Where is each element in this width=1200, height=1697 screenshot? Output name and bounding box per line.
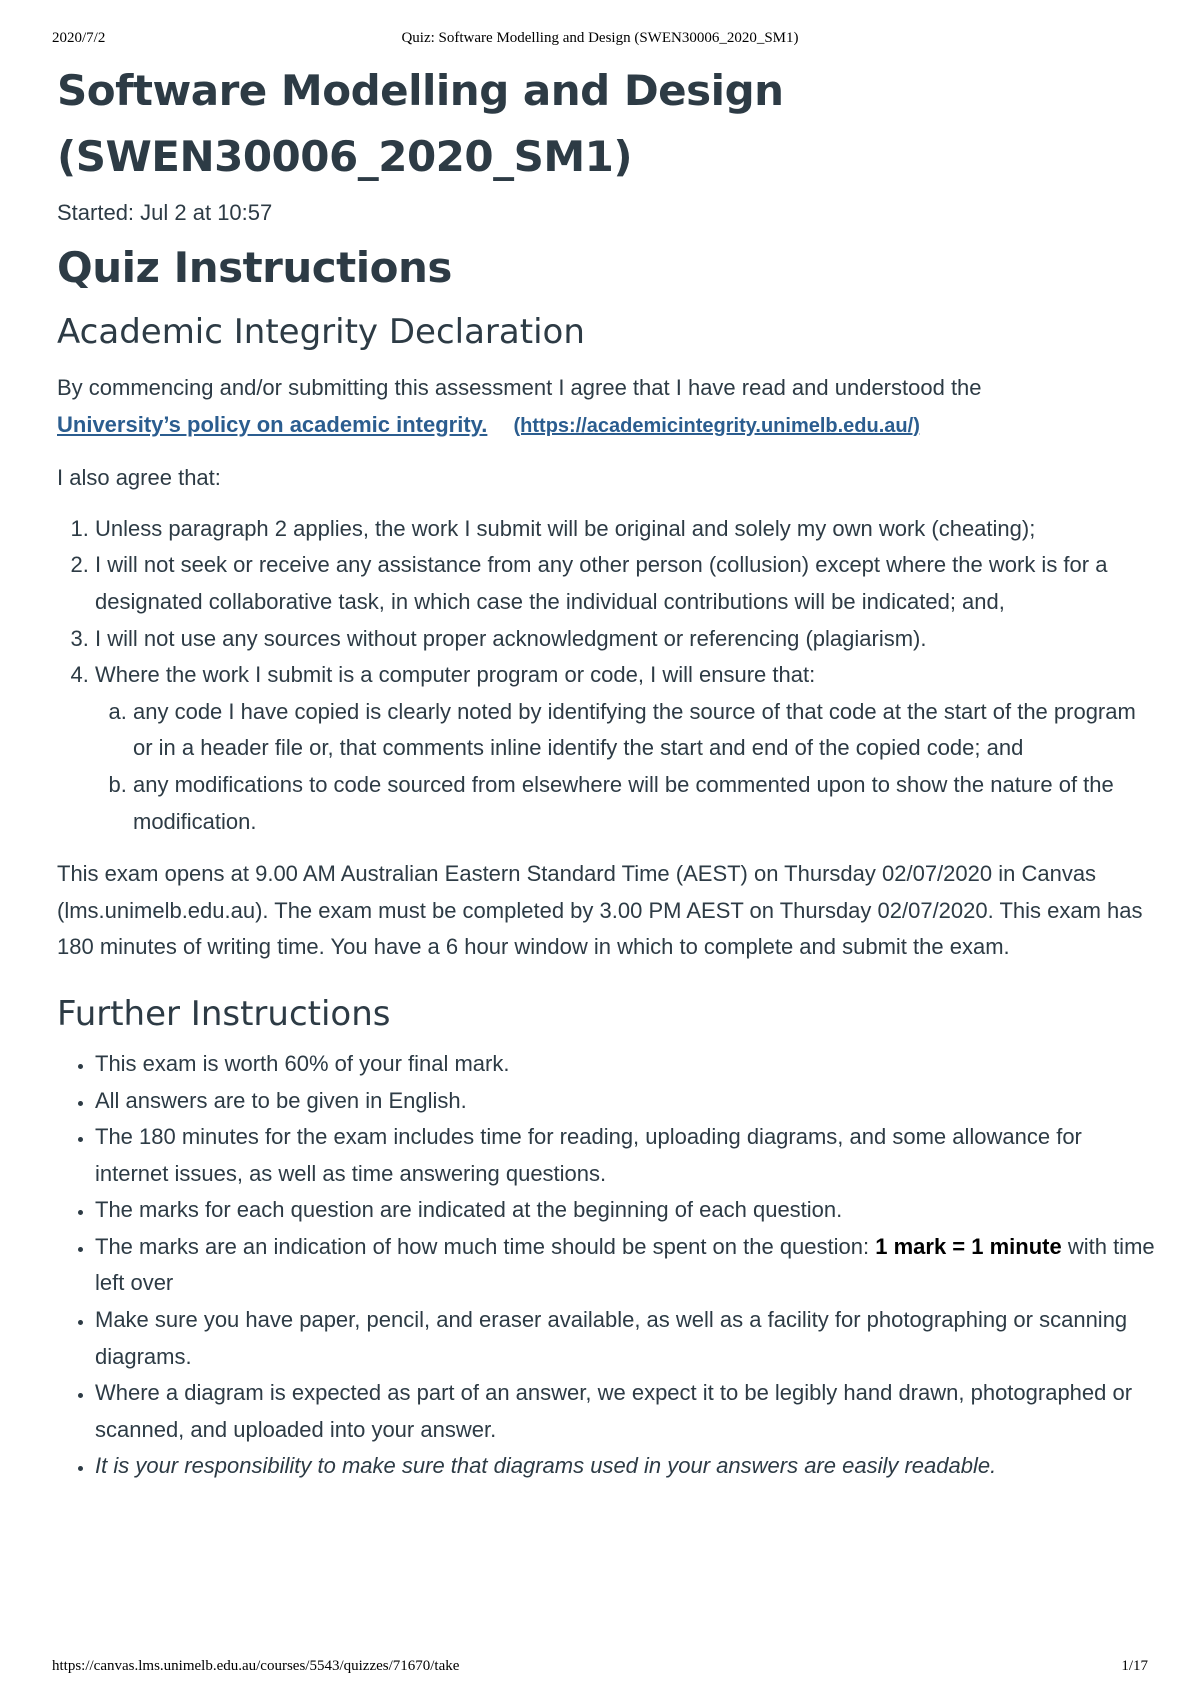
started-time: Started: Jul 2 at 10:57 [57, 200, 273, 225]
course-title-line2: (SWEN30006_2020_SM1) [57, 132, 633, 181]
policy-url-link[interactable]: (https://academicintegrity.unimelb.edu.au/) [513, 414, 920, 437]
code-subitem-b: b. any modifications to code sourced from elsewhere will be commented upon to show the nature of the modification. [133, 767, 1157, 840]
academic-integrity-heading: Academic Integrity Declaration [57, 312, 585, 352]
instruction-item: • This exam is worth 60% of your final mark. [95, 1046, 1157, 1083]
agreement-item-4 [95, 657, 1157, 840]
page-number: 1/17 [1121, 1658, 1148, 1674]
print-header [52, 30, 1148, 50]
instruction-item: • Make sure you have paper, pencil, and eraser available, as well as a facility for photographing or scanning diagrams. [95, 1302, 1157, 1375]
instruction-item-italic: • It is your responsibility to make sure that diagrams used in your answers are easily readable. [95, 1448, 1157, 1485]
agreement-item-1: 1. Unless paragraph 2 applies, the work I submit will be original and solely my own work (cheating); [95, 511, 1157, 548]
instruction-item-marks [95, 1229, 1157, 1302]
integrity-intro [57, 370, 1157, 444]
agreement-item-3: 3. I will not use any sources without proper acknowledgment or referencing (plagiarism). [95, 621, 1157, 658]
marks-suffix: with time left over [95, 1233, 1155, 1296]
further-instructions-list [57, 1046, 1157, 1485]
instruction-item: • The marks for each question are indicated at the beginning of each question. [95, 1192, 1157, 1229]
print-url: https://canvas.lms.unimelb.edu.au/courses/5543/quizzes/71670/take [52, 1658, 460, 1674]
agreement-item-2: 2. I will not seek or receive any assistance from any other person (collusion) except where the work is for a designated collaborative task, in which case the individual contributions will be indicated; and, [95, 547, 1157, 620]
further-instructions-heading: Further Instructions [57, 993, 391, 1034]
agreement-item-4-text: Where the work I submit is a computer program or code, I will ensure that: [95, 662, 816, 688]
marks-prefix: The marks are an indication of how much time should be spent on the question: [95, 1233, 876, 1259]
marks-ratio: 1 mark = 1 minute [875, 1233, 1062, 1259]
instruction-item: • Where a diagram is expected as part of an answer, we expect it to be legibly hand drawn, photographed or scanned, and uploaded into your answer. [95, 1375, 1157, 1448]
course-title [57, 58, 1157, 190]
code-subitem-a: a. any code I have copied is clearly noted by identifying the source of that code at the start of the program or in a header file or, that comments inline identify the start and end of the copied code; and [133, 694, 1157, 767]
quiz-content [57, 58, 1157, 1485]
policy-link[interactable]: University’s policy on academic integrity. [57, 411, 488, 437]
course-title-line1: Software Modelling and Design [57, 66, 784, 115]
instruction-item: • The 180 minutes for the exam includes time for reading, uploading diagrams, and some allowance for internet issues, as well as time answering questions. [95, 1119, 1157, 1192]
exam-info: This exam opens at 9.00 AM Australian Eastern Standard Time (AEST) on Thursday 02/07/2020 in Canvas (lms.unimelb.edu.au). The exam must be completed by 3.00 PM AEST on Thursday 02/07/2020. This exam has 180 minutes of writing time. You have a 6 hour window in which to complete and submit the exam. [57, 861, 1143, 960]
print-date: 2020/7/2 [52, 30, 106, 46]
also-agree-text: I also agree that: [57, 465, 221, 491]
code-sublist [95, 694, 1157, 840]
print-doc-title: Quiz: Software Modelling and Design (SWEN30006_2020_SM1) [401, 30, 799, 46]
instruction-item: • All answers are to be given in English. [95, 1083, 1157, 1120]
integrity-intro-text: By commencing and/or submitting this assessment I agree that I have read and understood the [57, 375, 982, 400]
agreement-list [57, 511, 1157, 840]
quiz-instructions-heading: Quiz Instructions [57, 243, 452, 292]
print-footer [52, 1658, 1148, 1678]
